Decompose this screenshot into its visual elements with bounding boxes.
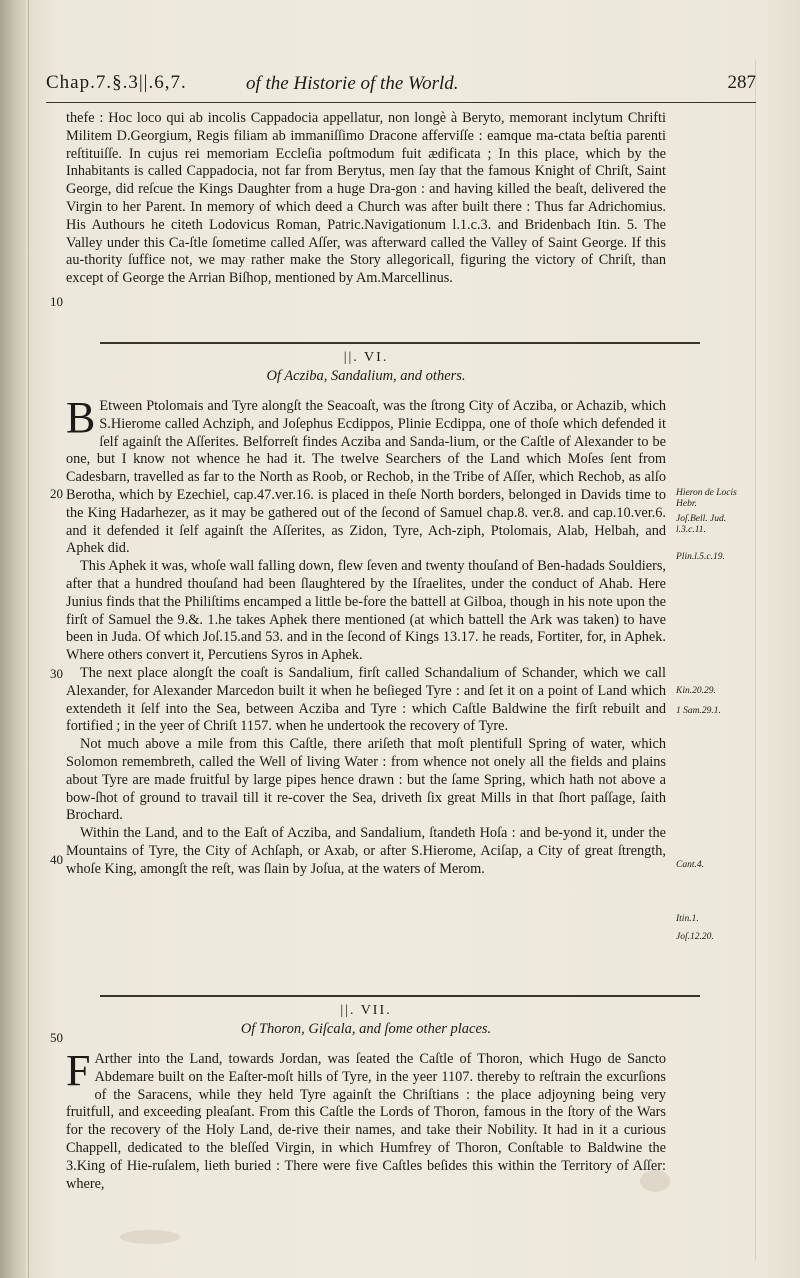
section-7-title: Of Thoron, Giſcala, and ſome other places. xyxy=(240,1021,492,1037)
page-number: 287 xyxy=(727,72,756,93)
section-6-body xyxy=(66,393,666,879)
section-7-dropcap: F xyxy=(66,1046,91,1095)
section-6-number: ||. VI. xyxy=(343,350,389,365)
section-rule-middle xyxy=(100,995,700,997)
binding-gutter xyxy=(0,0,26,1278)
section-rule-top xyxy=(100,342,700,344)
margin-note-joshua: Joſ.12.20. xyxy=(676,932,714,942)
line-number-30: 30 xyxy=(50,666,63,681)
gutter-shadow-line xyxy=(28,0,29,1278)
section-6-heading xyxy=(66,350,666,385)
margin-note-canticles: Cant.4. xyxy=(676,860,704,870)
line-number-10: 10 xyxy=(50,294,63,309)
section-7-number: ||. VII. xyxy=(340,1003,392,1018)
margin-note-josephus: Joſ.Bell. Jud. l.3.c.11. xyxy=(676,514,727,535)
section-7-paragraph-1: F Arther into the Land, towards Jordan, was ſeated the Caſtle of Thoron, which Hugo de Sancto Abdemare built on the Eaſter-moſt hills of Tyre, in the yeer 1107. thereby to reſtrain the excurſions of the Saracens, while they held Tyre againſt the Chriſtians : the place adjoyning being very fruitfull, and exceeding pleaſant. From this Caſtle the Lords of Thoron, famous in the ſtory of the Wars for the recovery of the Holy Land, de-rive their names, and take their Nobility. It had in it a curious Chappell, dedicated to the bleſſed Virgin, in which Humfrey of Thoron, Conſtable to Baldwine the 3.King of Hie-ruſalem, lieth buried : There were five Caſtles beſides this within the Territory of Aſſer: where, xyxy=(66,1046,666,1192)
opening-paragraph-block xyxy=(66,110,666,288)
margin-note-kings: Kin.20.29. xyxy=(676,686,716,696)
section-7-heading xyxy=(66,1003,666,1038)
section-6-paragraph-2: This Aphek it was, whoſe wall falling down, flew ſeven and twenty thouſand of Ben-hadads Souldiers, after that a hundred thouſand had been ſlaughtered by the Iſraelites, under the conduct of Ahab. Here Junius finds that the Philiſtims encamped a little be-fore the battell at Gilboa, though in his note upon the firſt of Samuel the 9.&. 1.he takes Aphek there mentioned (at which battell the Ark was taken) to have been in Juda. Of which Joſ.15.and 53. and in the ſecond of Kings 13.17. he reads, Fortiter, for, in Aphek. Where others convert it, Percutiens Syros in Aphek. xyxy=(66,558,666,664)
paper-stain xyxy=(120,1230,180,1244)
margin-note-itinerary: Itin.1. xyxy=(676,914,699,924)
section-6-paragraph-1: B Etween Ptolomais and Tyre alongſt the Seacoaſt, was the ſtrong City of Acziba, or Achazib, which S.Hierome called Achziph, and Joſephus Ecdippos, Plinie Ecdippa, one of thoſe which defended it ſelf againſt the Aſſerites. Belforreſt findes Acziba and Sanda-lium, or the Caſtle of Alexander to be one, but I know not whence he had it. The twelve Searchers of the Land which Moſes ſent from Cadesbarn, travelled as far to the North as Roob, or Rechob, in the Tribe of Aſſer, which Rechob, as alſo Berotha, which by Ezechiel, cap.47.ver.16. is placed in theſe North borders, belonged in Davids time to the King Hadarhezer, as it may be gathered out of the ſecond of Samuel chap.8. ver.8. and cap.10.ver.6. and it defended it ſelf againſt the Aſſerites, as Zidon, Tyre, Ach-ziph, Ptolomais, Alab, Helbah, and Aphek did. xyxy=(66,393,666,557)
chapter-reference: Chap.7.§.3||.6,7. xyxy=(46,72,187,93)
line-number-40: 40 xyxy=(50,852,63,867)
section-7-body xyxy=(66,1046,666,1193)
running-header xyxy=(46,72,756,103)
line-number-20: 20 xyxy=(50,486,63,501)
opening-paragraph: thefe : Hoc loco qui ab incolis Cappadocia appellatur, non longè à Beryto, memorant inclytum Chrifti Militem D.Georgium, Regis filiam ab immaniſſimo Dracone afferviſſe : eamque ma-ctata beſtia parenti reſtituiſſe. In cujus rei memoriam Eccleſia poſtmodum fuit ædificata ; In this place, which by the Inhabitants is called Cappadocia, not far from Berytus, men ſay that the famous Knight of Chriſt, Saint George, did reſcue the Kings Daughter from a huge Dra-gon : and having killed the beaſt, delivered the Virgin to her Parent. In memory of which deed a Church was after built there : Thus far Adrichomius. His Authours he citeth Lodovicus Roman, Patric.Navigationum l.1.c.3. and Bridenbach Itin. 5. The Valley under this Ca-ſtle ſometime called Aſſer, was afterward called the Valley of Saint George. If this au-thority ſuffice not, we may rather make the Story allegoricall, figuring the victory of Chriſt, than except of George the Arrian Biſhop, mentioned by Am.Marcellinus. xyxy=(66,110,666,287)
section-6-title: Of Acziba, Sandalium, and others. xyxy=(266,368,466,384)
margin-note-pliny: Plin.l.5.c.19. xyxy=(676,552,725,562)
running-title: of the Historie of the World. xyxy=(246,73,459,94)
margin-note-samuel: 1 Sam.29.1. xyxy=(676,706,721,716)
section-6-paragraph-3: The next place alongſt the coaſt is Sandalium, firſt called Schandalium of Schander, which we call Alexander, for Alexander Marcedon built it when he beſieged Tyre : and ſet it on a point of Land which extendeth it ſelf into the Sea, between Acziba and Tyre : which Caſtle Baldwine the firſt rebuilt and fortified ; in the yeer of Chriſt 1157. when he undertook the recovery of Tyre. xyxy=(66,664,666,735)
line-number-50: 50 xyxy=(50,1030,63,1045)
section-6-dropcap: B xyxy=(66,393,96,442)
margin-note-hieron: Hieron de Locis Hebr. xyxy=(676,488,737,509)
section-6-paragraph-5: Within the Land, and to the Eaſt of Acziba, and Sandalium, ſtandeth Hoſa : and be-yond it, under the Mountains of Tyre, the City of Achſaph, or Axab, or after S.Hierome, Aciſap, a City of great ſtrength, whoſe King, amongſt the reſt, was ſlain by Joſua, at the waters of Merom. xyxy=(66,825,666,877)
section-6-paragraph-4: Not much above a mile from this Caſtle, there ariſeth that moſt plentifull Spring of water, which Solomon remembreth, called the Well of living Water : from whence not onely all the fields and plains about Tyre are made fruitful by large pipes hence drawn : but the ſame Spring, which hath not above a bow-ſhot of ground to travail till it re-cover the Sea, driveth ſix great Mills in that ſhort paſſage, ſaith Brochard. xyxy=(66,736,666,824)
page-edge-line xyxy=(755,60,756,1260)
